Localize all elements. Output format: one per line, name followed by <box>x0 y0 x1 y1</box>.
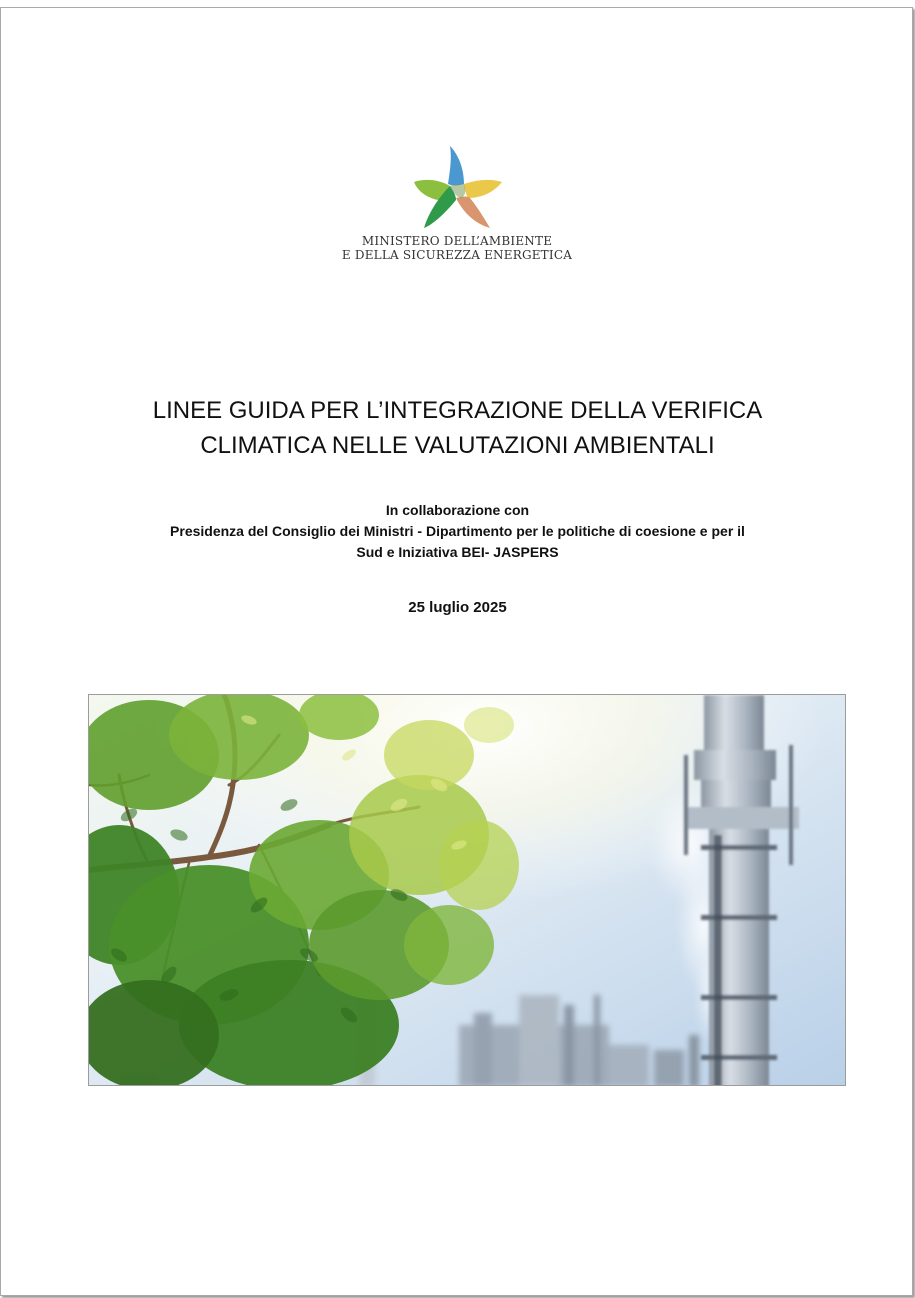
document-title-line2: CLIMATICA NELLE VALUTAZIONI AMBIENTALI <box>200 432 715 459</box>
document-title-line1: LINEE GUIDA PER L’INTEGRAZIONE DELLA VERIFICA <box>152 397 763 424</box>
logo-salmon-petal <box>456 197 490 229</box>
ministry-name-line2: E DELLA SICUREZZA ENERGETICA <box>341 248 573 262</box>
collaboration-partner-line2: Sud e Iniziativa BEI- JASPERS <box>356 544 559 560</box>
ministry-star-logo <box>406 140 508 232</box>
collaboration-block <box>61 500 854 563</box>
collaboration-partner-line1: Presidenza del Consiglio dei Ministri - Dipartimento per le politiche di coesione e per il <box>170 523 745 539</box>
document-date: 25 luglio 2025 <box>408 599 507 616</box>
logo-yellow-petal <box>464 180 502 198</box>
ministry-name <box>301 234 613 262</box>
document-page <box>0 7 913 1296</box>
collaboration-intro: In collaborazione con <box>385 502 530 518</box>
logo-blue-petal <box>448 146 464 186</box>
ministry-name-line1: MINISTERO DELL’AMBIENTE <box>361 234 553 248</box>
cover-photo <box>88 694 846 1086</box>
document-title <box>61 393 854 463</box>
